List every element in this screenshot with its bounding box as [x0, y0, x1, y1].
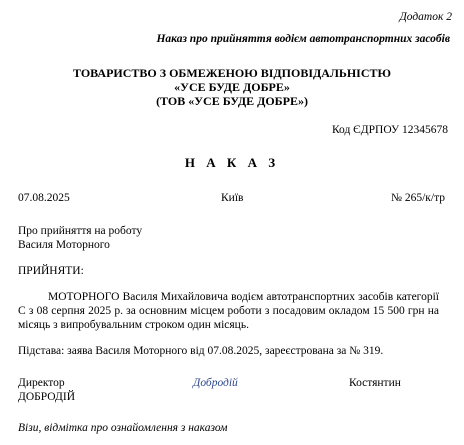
- appendix-label: Додаток 2: [399, 11, 452, 23]
- signature-mark: Добродій: [193, 377, 238, 389]
- organization-name-line2: «УСЕ БУДЕ ДОБРЕ»: [174, 80, 290, 94]
- order-basis: Підстава: заява Василя Моторного від 07.08.2025, зареєстрована за № 319.: [18, 345, 384, 357]
- order-about-line2: Василя Моторного: [18, 239, 110, 251]
- signer-position: Директор: [18, 377, 65, 389]
- organization-short-name: (ТОВ «УСЕ БУДЕ ДОБРЕ»): [156, 94, 308, 108]
- signer-surname: ДОБРОДІЙ: [18, 391, 76, 403]
- edrpou-code: Код ЄДРПОУ 12345678: [331, 124, 448, 136]
- order-date: 07.08.2025: [18, 192, 70, 204]
- document-title: Н А К А З: [184, 155, 280, 170]
- hire-label: ПРИЙНЯТИ:: [18, 265, 84, 277]
- visa-note: Візи, відмітка про ознайомлення з наказом: [18, 422, 228, 434]
- order-body-text: МОТОРНОГО Василя Михайловича водієм автотранспортних засобів категорії С з 08 серпня 2025 р. за основним місцем роботи з посадовим окладом 15 500 грн на місяць з випробувальним строком один місяць.: [18, 291, 439, 331]
- order-number: № 265/к/тр: [391, 192, 445, 204]
- signer-first-name: Костянтин: [349, 377, 401, 389]
- order-city: Київ: [221, 192, 244, 204]
- organization-name-line1: ТОВАРИСТВО З ОБМЕЖЕНОЮ ВІДПОВІДАЛЬНІСТЮ: [73, 66, 391, 80]
- document-subject: Наказ про прийняття водієм автотранспортних засобів: [156, 33, 450, 45]
- order-about-line1: Про прийняття на роботу: [18, 225, 143, 237]
